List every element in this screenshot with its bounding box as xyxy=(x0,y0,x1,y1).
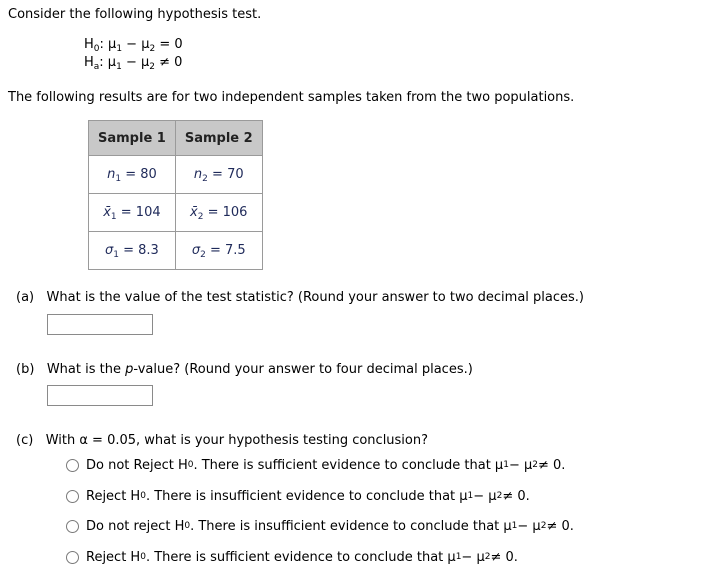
samples-table xyxy=(88,120,263,270)
conclusion-option-3[interactable]: Do not reject H 0 . There is insufficient evidence to conclude that μ 1 − μ 2 ≠ 0. xyxy=(66,517,574,535)
null-hypothesis: $H_0$: $\mu_1 - \mu_2 = 0$ xyxy=(84,37,183,54)
alternative-hypothesis: $H_a$: $\mu_1 - \mu_2 \ne 0$ xyxy=(84,55,183,72)
radio-button[interactable] xyxy=(66,459,79,472)
test-statistic-input[interactable] xyxy=(47,314,153,335)
table-row xyxy=(89,232,263,270)
results-text: The following results are for two independent samples taken from the two populations. xyxy=(8,90,575,105)
intro-text: Consider the following hypothesis test. xyxy=(8,7,262,22)
part-b-label: (b) xyxy=(16,362,35,377)
conclusion-option-2[interactable]: Reject H 0 . There is insufficient evidence to conclude that μ 1 − μ 2 ≠ 0. xyxy=(66,487,530,505)
n1-cell: $n_1 = 80$ xyxy=(89,156,176,194)
sigma1-cell: $\sigma_1 = 8.3$ xyxy=(89,232,176,270)
conclusion-option-1[interactable]: Do not Reject H 0 . There is sufficient evidence to conclude that μ 1 − μ 2 ≠ 0. xyxy=(66,456,565,474)
part-b-question: (b) What is the p-value? (Round your answer to four decimal places.) xyxy=(16,362,473,377)
conclusion-option-4[interactable]: Reject H 0 . There is sufficient evidence to conclude that μ 1 − μ 2 ≠ 0. xyxy=(66,548,518,566)
p-value-input[interactable] xyxy=(47,385,153,406)
part-c-label: (c) xyxy=(16,433,34,448)
part-c-question: (c) With α = 0.05, what is your hypothesis testing conclusion? xyxy=(16,433,429,448)
radio-button[interactable] xyxy=(66,551,79,564)
radio-button[interactable] xyxy=(66,490,79,503)
header-sample-2: Sample 2 xyxy=(175,121,262,156)
radio-button[interactable] xyxy=(66,520,79,533)
part-a-question: (a) What is the value of the test statistic? (Round your answer to two decimal places.) xyxy=(16,290,584,305)
n2-cell: $n_2 = 70$ xyxy=(175,156,262,194)
header-sample-1: Sample 1 xyxy=(89,121,176,156)
x2-cell: $x̄_2 = 106$ xyxy=(175,194,262,232)
table-row xyxy=(89,194,263,232)
table-row xyxy=(89,156,263,194)
x1-cell: $x̄_1 = 104$ xyxy=(89,194,176,232)
sigma2-cell: $\sigma_2 = 7.5$ xyxy=(175,232,262,270)
part-a-label: (a) xyxy=(16,290,35,305)
